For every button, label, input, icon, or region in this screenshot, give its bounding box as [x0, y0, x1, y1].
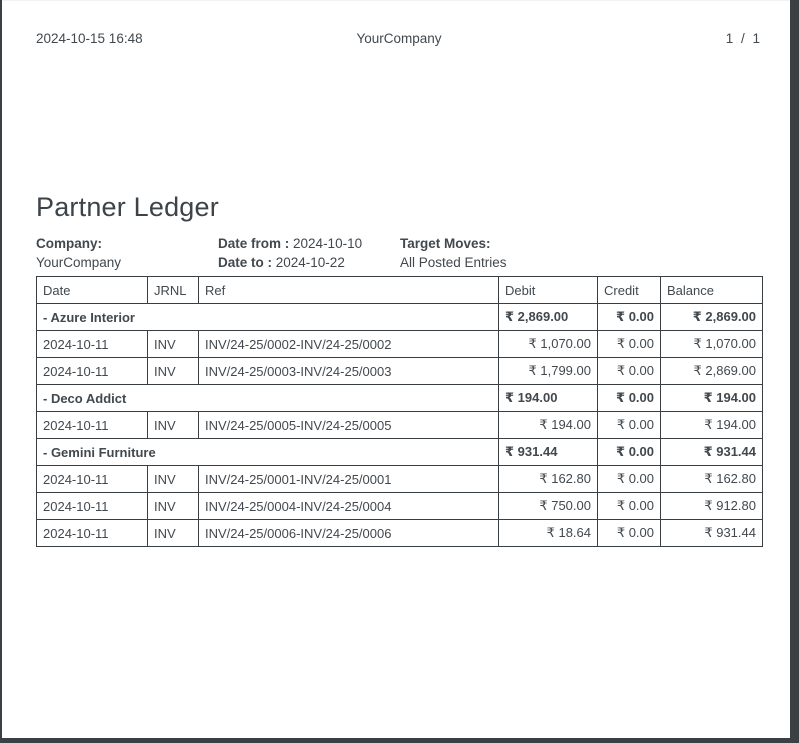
group-debit: ₹ 194.00	[499, 385, 598, 412]
entry-jrnl: INV	[148, 358, 199, 385]
viewer-frame-right	[790, 0, 799, 743]
entry-jrnl: INV	[148, 331, 199, 358]
table-header-row	[37, 277, 763, 304]
entry-date: 2024-10-11	[37, 412, 148, 439]
company-name-header: YourCompany	[356, 31, 442, 46]
col-header-credit: Credit	[598, 277, 661, 304]
entry-debit: ₹ 18.64	[499, 520, 598, 547]
entry-balance: ₹ 912.80	[661, 493, 763, 520]
entry-jrnl: INV	[148, 412, 199, 439]
entry-date: 2024-10-11	[37, 358, 148, 385]
company-label: Company:	[36, 236, 103, 251]
date-from-label: Date from :	[218, 236, 290, 251]
entry-credit: ₹ 0.00	[598, 412, 661, 439]
ledger-entry-row	[37, 358, 763, 385]
entry-date: 2024-10-11	[37, 520, 148, 547]
ledger-entry-row	[37, 331, 763, 358]
page-number: 1 / 1	[725, 31, 762, 46]
col-header-ref: Ref	[199, 277, 499, 304]
partner-name: - Gemini Furniture	[37, 439, 499, 466]
partner-name: - Azure Interior	[37, 304, 499, 331]
entry-ref: INV/24-25/0004-INV/24-25/0004	[199, 493, 499, 520]
entry-balance: ₹ 931.44	[661, 520, 763, 547]
viewer-frame-bottom	[0, 738, 799, 743]
partner-ledger-table	[36, 276, 763, 547]
entry-ref: INV/24-25/0006-INV/24-25/0006	[199, 520, 499, 547]
entry-ref: INV/24-25/0005-INV/24-25/0005	[199, 412, 499, 439]
entry-ref: INV/24-25/0002-INV/24-25/0002	[199, 331, 499, 358]
entry-jrnl: INV	[148, 466, 199, 493]
entry-credit: ₹ 0.00	[598, 466, 661, 493]
entry-credit: ₹ 0.00	[598, 520, 661, 547]
date-from-value: 2024-10-10	[293, 236, 363, 251]
col-header-debit: Debit	[499, 277, 598, 304]
target-moves-label: Target Moves:	[400, 236, 491, 251]
entry-balance: ₹ 1,070.00	[661, 331, 763, 358]
entry-ref: INV/24-25/0001-INV/24-25/0001	[199, 466, 499, 493]
entry-debit: ₹ 162.80	[499, 466, 598, 493]
ledger-entry-row	[37, 493, 763, 520]
entry-credit: ₹ 0.00	[598, 358, 661, 385]
viewer-frame-left	[0, 0, 2, 743]
group-debit: ₹ 2,869.00	[499, 304, 598, 331]
partner-group-row	[37, 304, 763, 331]
ledger-entry-row	[37, 520, 763, 547]
partner-name: - Deco Addict	[37, 385, 499, 412]
date-to-line	[218, 253, 362, 272]
print-datetime: 2024-10-15 16:48	[36, 31, 143, 46]
entry-jrnl: INV	[148, 493, 199, 520]
entry-date: 2024-10-11	[37, 466, 148, 493]
entry-debit: ₹ 1,070.00	[499, 331, 598, 358]
group-balance: ₹ 2,869.00	[661, 304, 763, 331]
partner-group-row	[37, 385, 763, 412]
entry-balance: ₹ 194.00	[661, 412, 763, 439]
group-credit: ₹ 0.00	[598, 385, 661, 412]
group-debit: ₹ 931.44	[499, 439, 598, 466]
info-company	[36, 234, 121, 272]
entry-jrnl: INV	[148, 520, 199, 547]
entry-ref: INV/24-25/0003-INV/24-25/0003	[199, 358, 499, 385]
group-balance: ₹ 931.44	[661, 439, 763, 466]
target-moves-value: All Posted Entries	[400, 255, 507, 270]
entry-debit: ₹ 1,799.00	[499, 358, 598, 385]
viewer-frame-top	[0, 0, 799, 1]
ledger-entry-row	[37, 466, 763, 493]
date-from-line	[218, 234, 362, 253]
report-title: Partner Ledger	[36, 192, 219, 222]
entry-credit: ₹ 0.00	[598, 493, 661, 520]
group-balance: ₹ 194.00	[661, 385, 763, 412]
entry-date: 2024-10-11	[37, 493, 148, 520]
entry-balance: ₹ 2,869.00	[661, 358, 763, 385]
col-header-jrnl: JRNL	[148, 277, 199, 304]
partner-group-row	[37, 439, 763, 466]
col-header-balance: Balance	[661, 277, 763, 304]
entry-balance: ₹ 162.80	[661, 466, 763, 493]
date-to-value: 2024-10-22	[275, 255, 345, 270]
company-value: YourCompany	[36, 255, 122, 270]
date-to-label: Date to :	[218, 255, 272, 270]
ledger-entry-row	[37, 412, 763, 439]
info-dates	[218, 234, 362, 272]
entry-date: 2024-10-11	[37, 331, 148, 358]
entry-debit: ₹ 750.00	[499, 493, 598, 520]
group-credit: ₹ 0.00	[598, 439, 661, 466]
entry-debit: ₹ 194.00	[499, 412, 598, 439]
info-target-moves	[400, 234, 507, 272]
col-header-date: Date	[37, 277, 148, 304]
entry-credit: ₹ 0.00	[598, 331, 661, 358]
group-credit: ₹ 0.00	[598, 304, 661, 331]
